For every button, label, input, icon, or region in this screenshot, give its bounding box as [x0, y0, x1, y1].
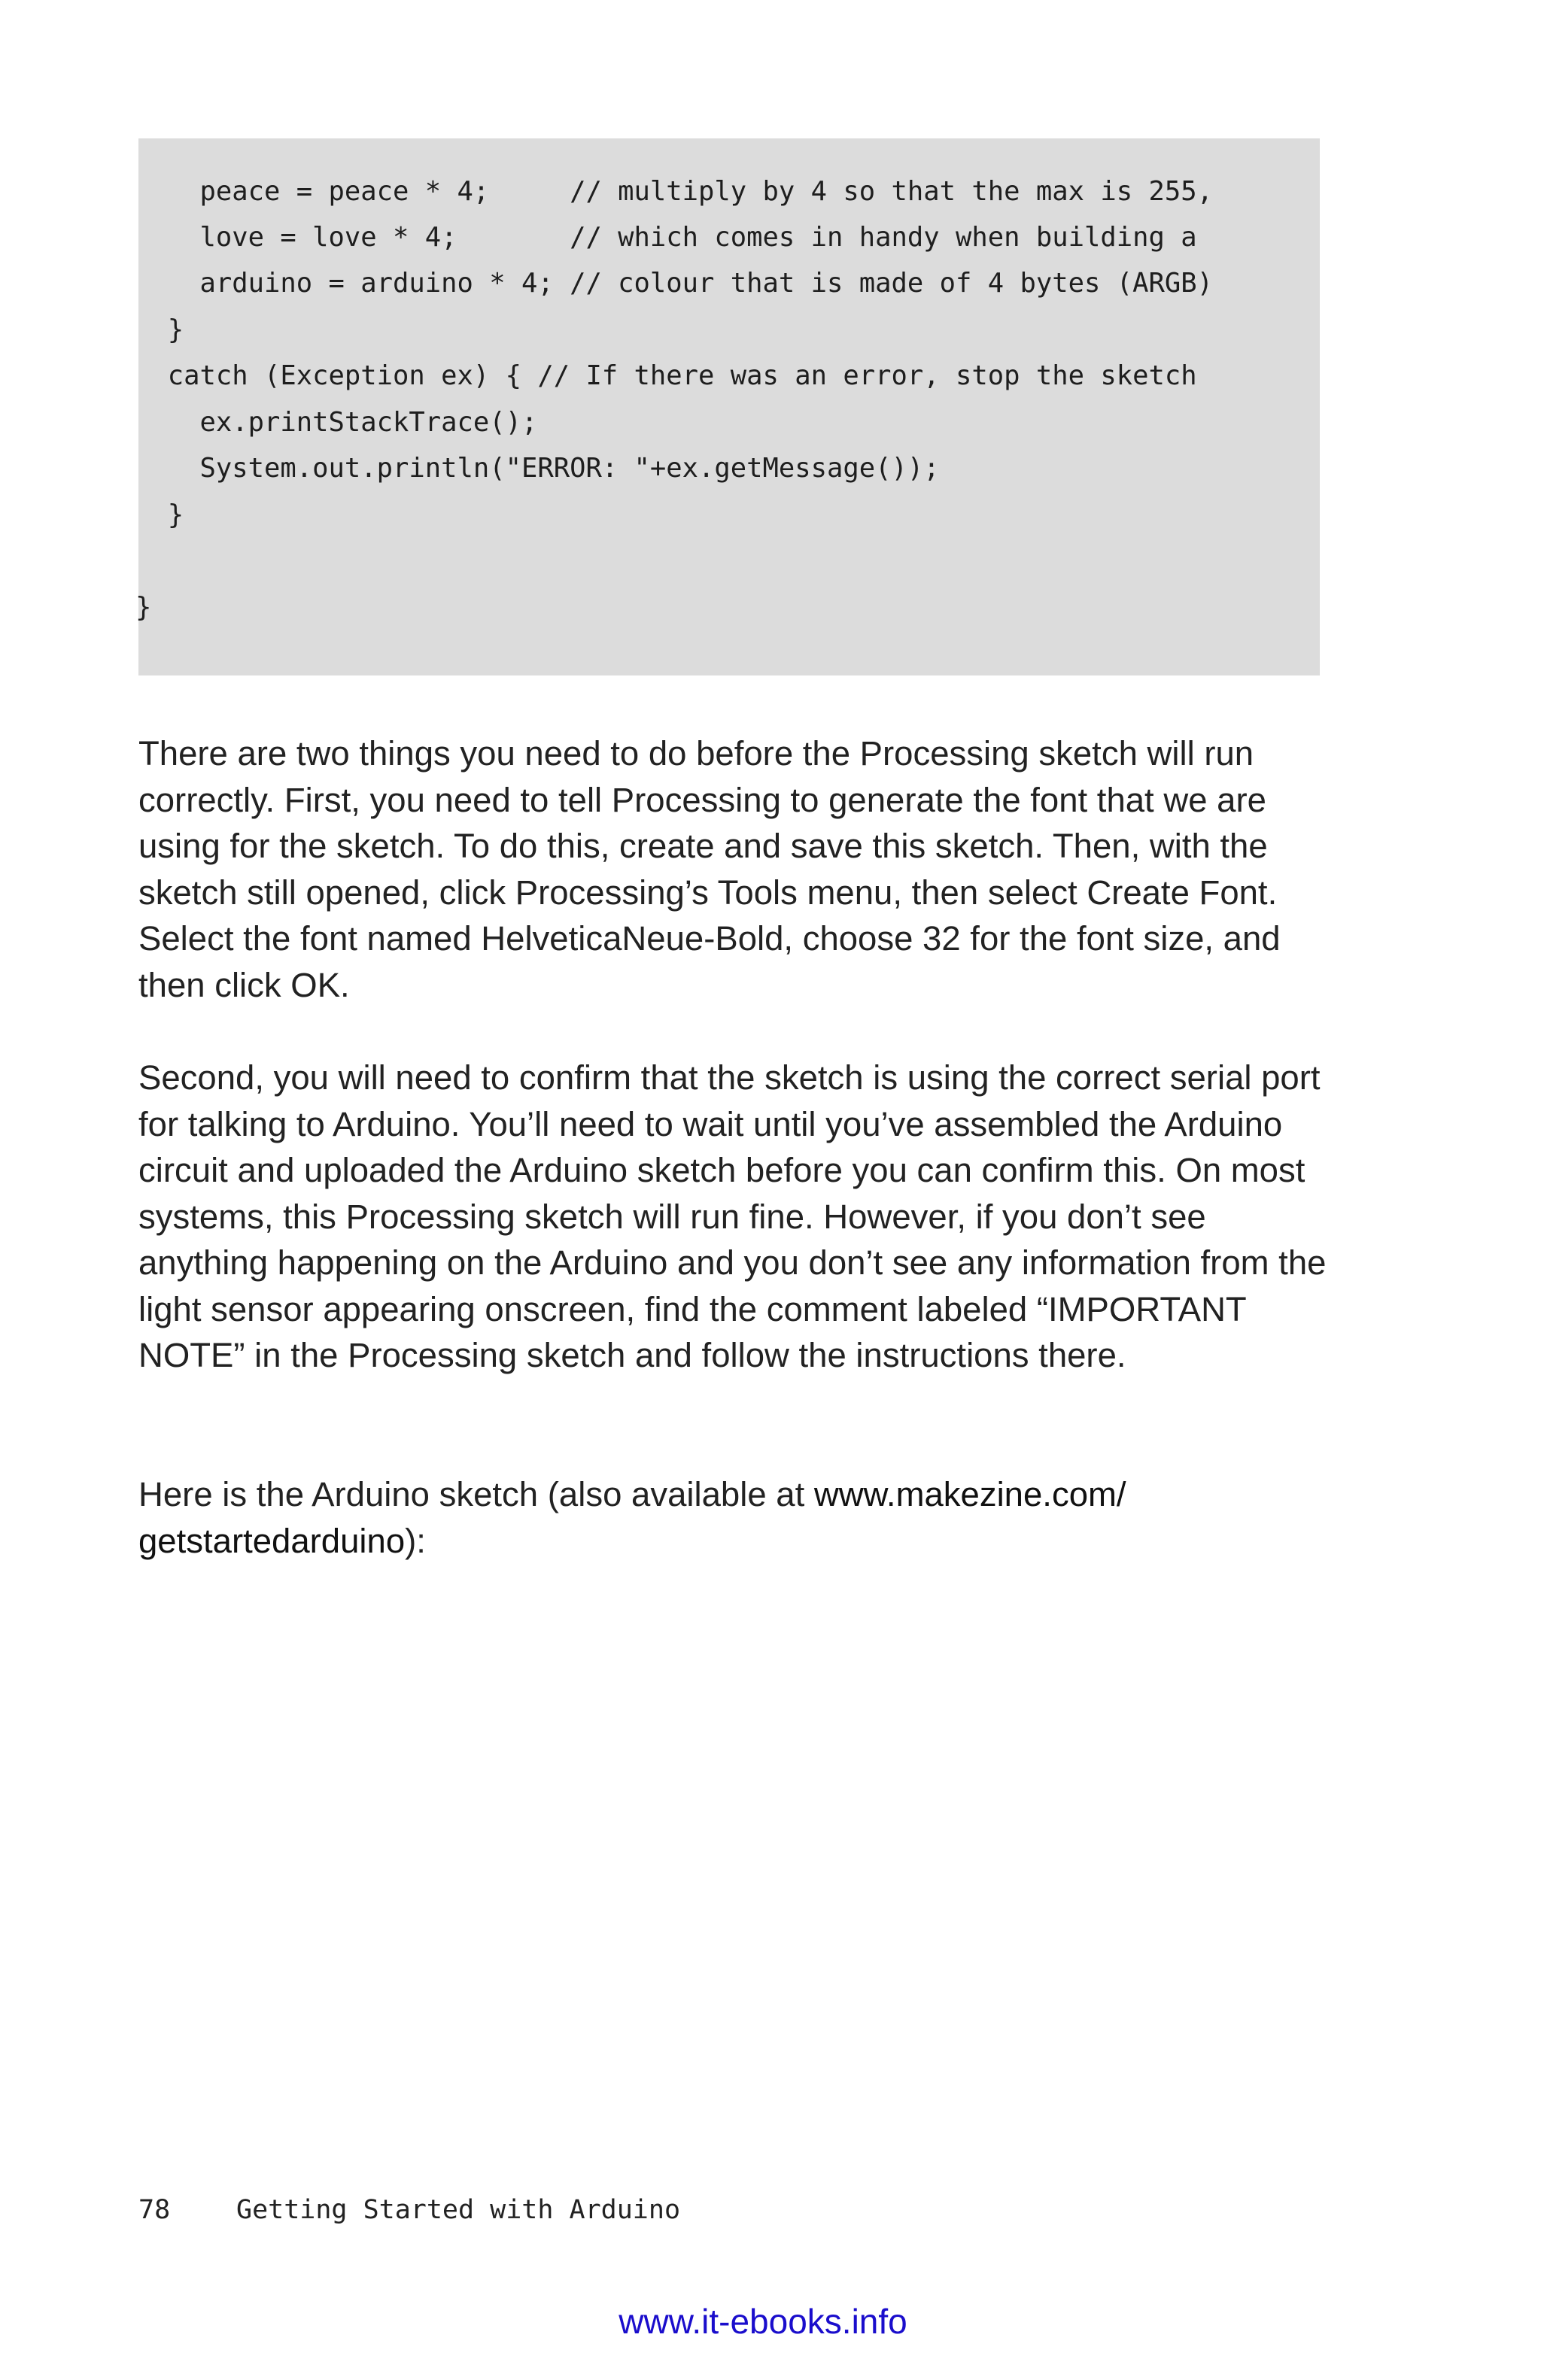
watermark-link[interactable]: www.it-ebooks.info: [619, 2302, 907, 2341]
code-line: }: [135, 592, 152, 623]
code-line: }: [135, 499, 184, 530]
code-line: arduino = arduino * 4; // colour that is made of 4 bytes (ARGB): [135, 268, 1213, 299]
page-footer: [138, 2193, 680, 2227]
code-line: System.out.println("ERROR: "+ex.getMessage());: [135, 453, 940, 484]
code-line: catch (Exception ex) { // If there was an error, stop the sketch: [135, 360, 1197, 391]
body-paragraph: [138, 1471, 1342, 1564]
code-line: love = love * 4; // which comes in handy when building a: [135, 222, 1197, 253]
code-line: peace = peace * 4; // multiply by 4 so that the max is 255,: [135, 176, 1213, 207]
paragraph-text: Here is the Arduino sketch (also available at: [138, 1475, 814, 1513]
sketch-link[interactable]: www.makezine.com/ getstartedarduino: [138, 1475, 1126, 1560]
body-paragraph: Second, you will need to confirm that the sketch is using the correct serial port for talking to Arduino. You’ll need to wait until you’ve assembled the Arduino circuit and uploaded the Arduino sketch before you can confirm this. On most systems, this Processing sketch will run fine. However, if you don’t see anything happening on the Arduino and you don’t see any information from the light sensor appearing onscreen, find the comment labeled “IMPORTANT NOTE” in the Processing sketch and follow the instructions there.: [138, 1058, 1327, 1374]
book-title: Getting Started with Arduino: [236, 2195, 681, 2225]
body-paragraph: There are two things you need to do before the Processing sketch will run correctly. First, you need to tell Processing to generate the font that we are using for the sketch. To do this, create and save this sketch. Then, with the sketch still opened, click Processing’s Tools menu, then select Create Font. Select the font named HelveticaNeue-Bold, choose 32 for the font size, and then click OK.: [138, 734, 1281, 1004]
paragraph-text: ):: [405, 1521, 426, 1560]
page-number: 78: [138, 2195, 171, 2225]
code-line: }: [135, 314, 184, 345]
code-line: ex.printStackTrace();: [135, 407, 538, 438]
code-block: [135, 138, 1320, 675]
